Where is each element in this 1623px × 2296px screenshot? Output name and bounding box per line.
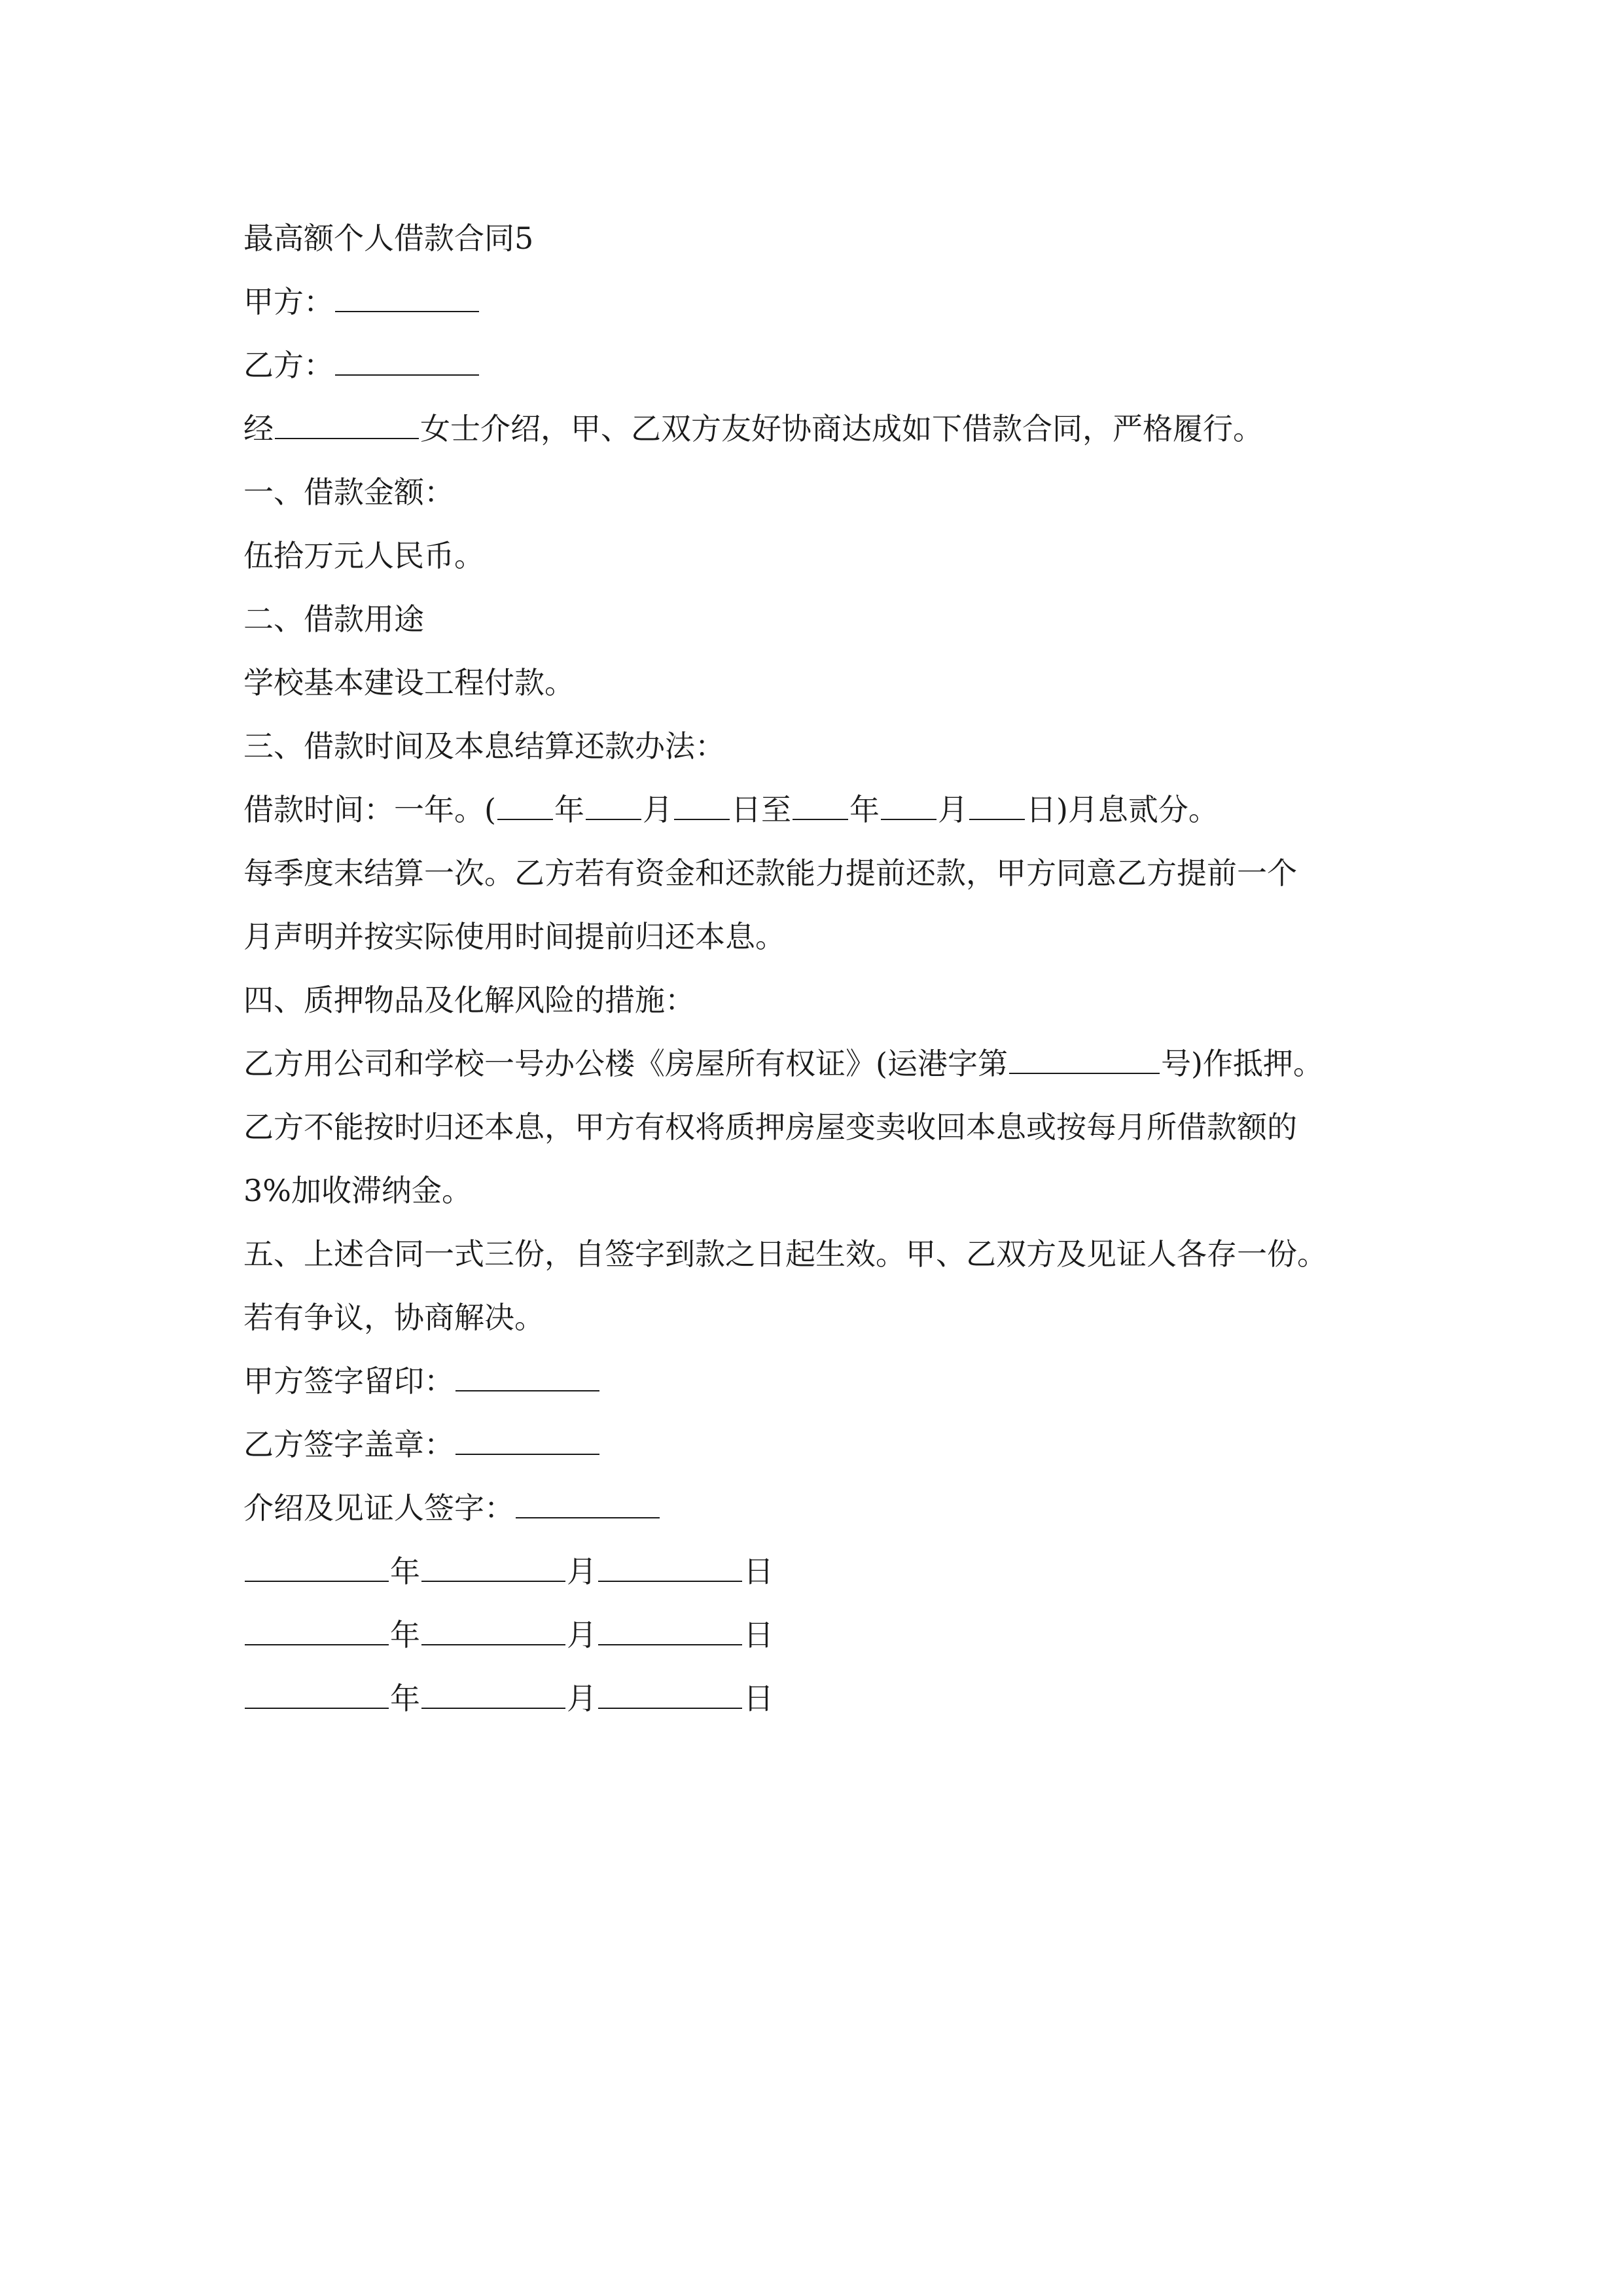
party-a-signature-line: 甲方签字留印： xyxy=(243,1350,1395,1413)
certificate-number-blank xyxy=(1009,1039,1160,1074)
date-month-blank xyxy=(421,1547,565,1582)
section1-body: 伍拾万元人民币。 xyxy=(243,538,484,573)
contract-title: 最高额个人借款合同5 xyxy=(243,221,534,256)
section3-heading: 三、借款时间及本息结算还款办法： xyxy=(243,728,725,764)
date-year-blank xyxy=(245,1610,389,1645)
date-day-blank xyxy=(598,1547,742,1582)
date-line-2: 年 月 日 xyxy=(243,1604,1395,1667)
section3-line3: 月声明并按实际使用时间提前归还本息。 xyxy=(243,919,785,954)
party-b-blank xyxy=(335,340,479,376)
party-a-signature-blank xyxy=(455,1356,599,1391)
section1-heading: 一、借款金额： xyxy=(243,475,454,510)
party-b-line: 乙方： xyxy=(243,334,1395,397)
section2-heading: 二、借款用途 xyxy=(243,601,424,637)
party-b-signature-line: 乙方签字盖章： xyxy=(243,1413,1395,1477)
section3-line2: 每季度末结算一次。乙方若有资金和还款能力提前还款，甲方同意乙方提前一个 xyxy=(243,855,1297,891)
party-b-signature-blank xyxy=(455,1420,599,1455)
witness-signature-blank xyxy=(516,1483,660,1518)
date-line-1: 年 月 日 xyxy=(243,1540,1395,1604)
start-month-blank xyxy=(586,785,641,820)
section4-heading: 四、质押物品及化解风险的措施： xyxy=(243,982,695,1018)
section5-line1: 五、上述合同一式三份，自签字到款之日起生效。甲、乙双方及见证人各存一份。 xyxy=(243,1236,1327,1272)
section4-line1: 乙方用公司和学校一号办公楼《房屋所有权证》(运港字第 号)作抵押。 xyxy=(243,1032,1395,1096)
date-day-blank xyxy=(598,1674,742,1709)
date-year-blank xyxy=(245,1547,389,1582)
section4-line2: 乙方不能按时归还本息，甲方有权将质押房屋变卖收回本息或按每月所借款额的 xyxy=(243,1109,1297,1145)
party-a-line: 甲方： xyxy=(243,270,1395,334)
date-month-blank xyxy=(421,1610,565,1645)
party-a-blank xyxy=(335,277,479,312)
date-line-3: 年 月 日 xyxy=(243,1667,1395,1731)
date-day-blank xyxy=(598,1610,742,1645)
introducer-blank xyxy=(275,404,419,439)
date-month-blank xyxy=(421,1674,565,1709)
start-day-blank xyxy=(674,785,730,820)
section3-term-line: 借款时间：一年。( 年 月 日至 年 月 日)月息贰分。 xyxy=(243,778,1395,842)
witness-signature-line: 介绍及见证人签字： xyxy=(243,1477,1395,1540)
date-year-blank xyxy=(245,1674,389,1709)
contract-body xyxy=(243,207,1395,1731)
end-day-blank xyxy=(969,785,1025,820)
end-month-blank xyxy=(881,785,936,820)
intro-line: 经 女士介绍，甲、乙双方友好协商达成如下借款合同，严格履行。 xyxy=(243,397,1395,461)
end-year-blank xyxy=(793,785,848,820)
section2-body: 学校基本建设工程付款。 xyxy=(243,665,575,700)
section4-line3: 3%加收滞纳金。 xyxy=(243,1173,472,1208)
start-year-blank xyxy=(497,785,553,820)
section5-line2: 若有争议，协商解决。 xyxy=(243,1300,544,1335)
